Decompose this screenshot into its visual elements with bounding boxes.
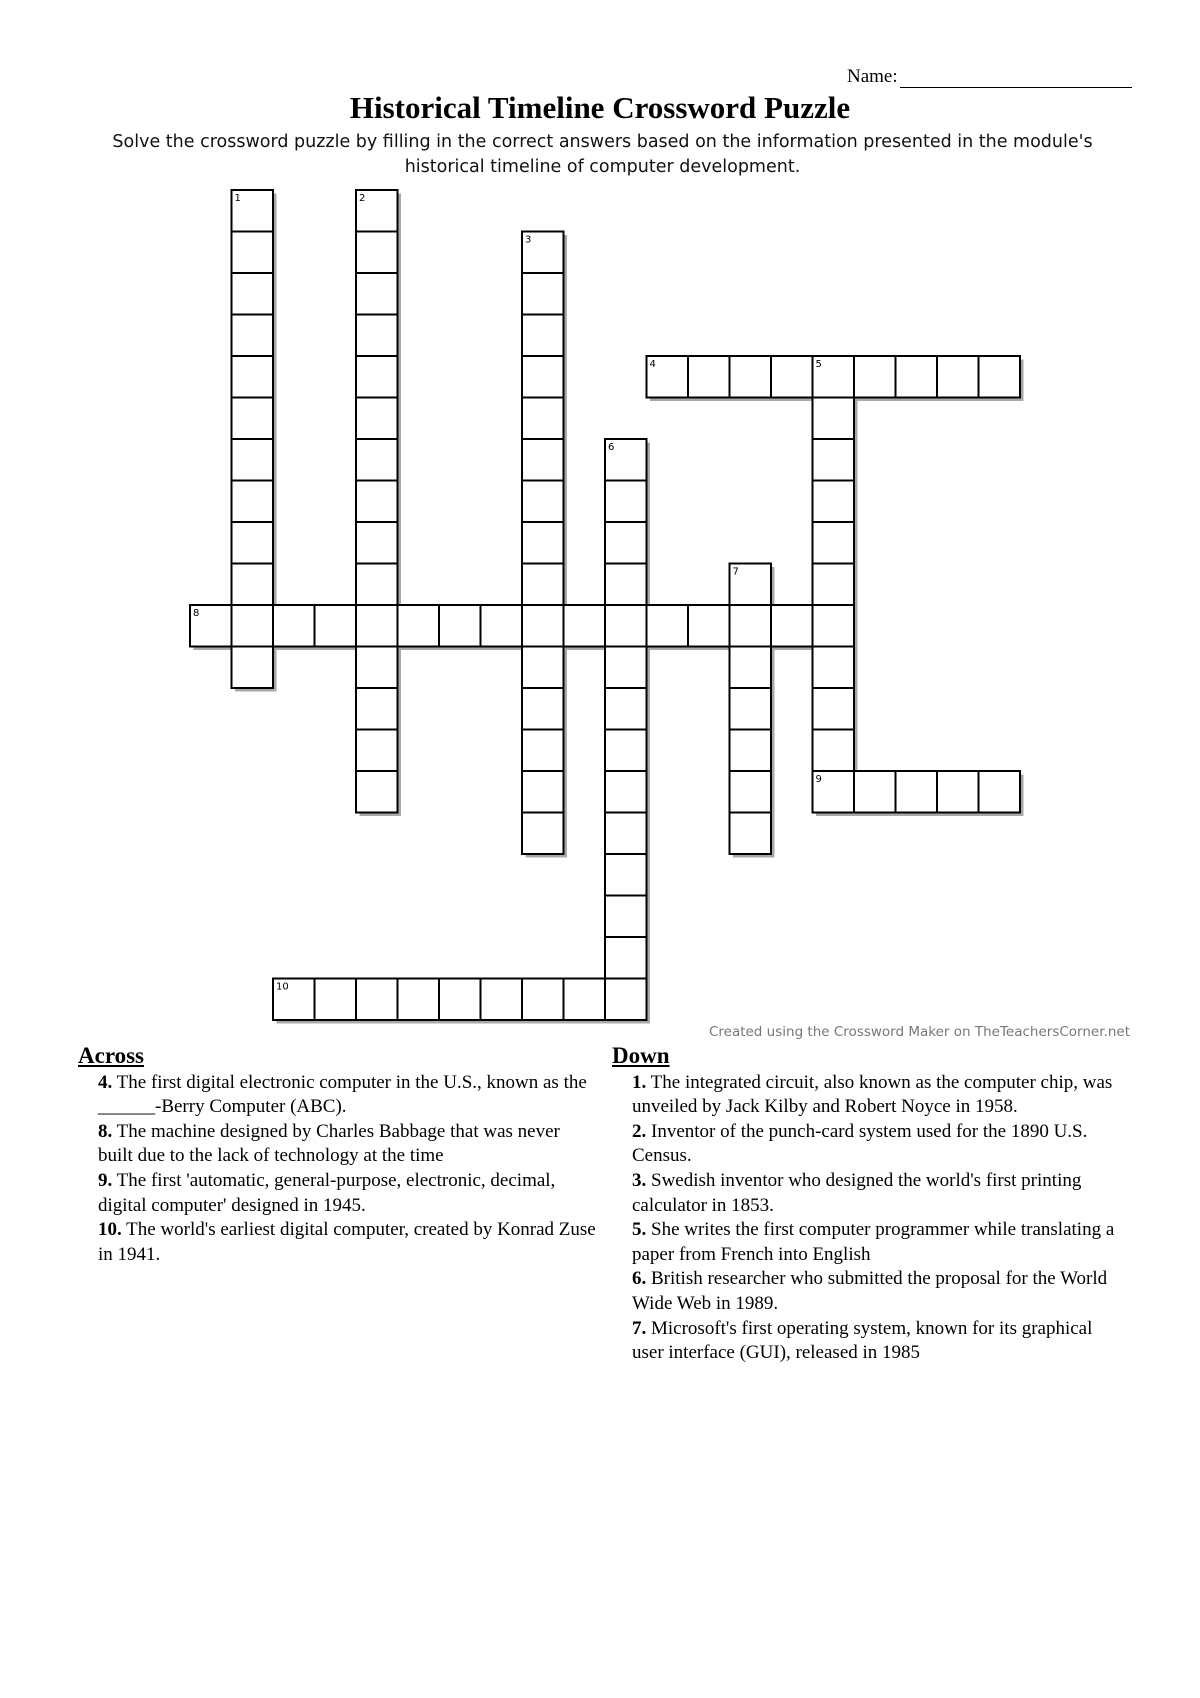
crossword-cell[interactable] <box>605 771 647 813</box>
cell-number: 9 <box>815 774 822 785</box>
crossword-cell[interactable] <box>730 356 772 398</box>
crossword-cell[interactable] <box>564 979 606 1021</box>
crossword-cell[interactable] <box>522 564 564 606</box>
crossword-cell[interactable] <box>813 398 855 440</box>
crossword-cell[interactable] <box>522 315 564 357</box>
crossword-cell[interactable] <box>232 315 274 357</box>
crossword-cell[interactable] <box>398 605 440 647</box>
clue-down-7 <box>612 1317 1122 1366</box>
crossword-cell[interactable] <box>813 439 855 481</box>
clue-number: 4. <box>98 1071 113 1093</box>
crossword-cell[interactable] <box>730 688 772 730</box>
crossword-cell[interactable] <box>356 522 398 564</box>
crossword-cell[interactable] <box>605 937 647 979</box>
crossword-cell[interactable] <box>730 730 772 772</box>
crossword-cell[interactable] <box>605 979 647 1021</box>
crossword-cell[interactable] <box>522 522 564 564</box>
crossword-cell[interactable] <box>232 439 274 481</box>
down-clues <box>612 1044 1122 1366</box>
crossword-cell[interactable] <box>813 481 855 523</box>
clue-text: The machine designed by Charles Babbage that was never built due to the lack of technology at the time <box>98 1120 560 1167</box>
instructions: Solve the crossword puzzle by filling in the correct answers based on the information presented in the module's historical timeline of computer development. <box>112 132 1093 177</box>
clue-number: 10. <box>98 1219 122 1241</box>
page-title: Historical Timeline Crossword Puzzle <box>349 90 851 125</box>
crossword-cell[interactable] <box>232 273 274 315</box>
clue-across-9 <box>78 1169 598 1218</box>
crossword-cell[interactable] <box>813 522 855 564</box>
clue-text: The first 'automatic, general-purpose, electronic, decimal, digital computer' designed in 1945. <box>98 1169 556 1216</box>
crossword-cell[interactable] <box>854 356 896 398</box>
crossword-cell[interactable] <box>605 481 647 523</box>
clue-number: 6. <box>632 1268 647 1290</box>
clue-text: The world's earliest digital computer, created by Konrad Zuse in 1941. <box>98 1219 596 1265</box>
clue-across-10 <box>78 1218 598 1267</box>
crossword-cell[interactable] <box>605 813 647 855</box>
crossword-cell[interactable] <box>232 605 274 647</box>
clue-number: 1. <box>632 1071 647 1093</box>
crossword-cell[interactable] <box>813 688 855 730</box>
crossword-cell[interactable] <box>481 605 523 647</box>
crossword-cell[interactable] <box>356 439 398 481</box>
clue-number: 9. <box>98 1169 113 1191</box>
crossword-cell[interactable] <box>605 605 647 647</box>
crossword-cell[interactable] <box>813 605 855 647</box>
crossword-cell[interactable] <box>605 688 647 730</box>
crossword-cell[interactable] <box>564 605 606 647</box>
crossword-cell[interactable] <box>937 356 979 398</box>
cell-number: 5 <box>815 359 822 370</box>
crossword-cell[interactable] <box>647 605 689 647</box>
clue-text: Inventor of the punch-card system used for the 1890 U.S. Census. <box>632 1120 1088 1167</box>
crossword-cell[interactable] <box>356 647 398 689</box>
crossword-cell[interactable] <box>730 771 772 813</box>
crossword-cell[interactable] <box>439 605 481 647</box>
cell-number: 7 <box>732 566 739 578</box>
crossword-cell[interactable] <box>522 273 564 315</box>
crossword-cell[interactable] <box>605 896 647 938</box>
cell-number: 10 <box>276 981 289 993</box>
crossword-cell[interactable] <box>522 979 564 1021</box>
clue-text: She writes the first computer programmer while translating a paper from French into English <box>632 1219 1115 1265</box>
crossword-cell[interactable] <box>522 730 564 772</box>
crossword-cell[interactable] <box>688 356 730 398</box>
clue-number: 5. <box>632 1219 647 1241</box>
clue-across-8 <box>78 1120 598 1169</box>
clue-text: Swedish inventor who designed the world's first printing calculator in 1853. <box>632 1169 1082 1216</box>
crossword-cell[interactable] <box>688 605 730 647</box>
crossword-cell[interactable] <box>356 730 398 772</box>
crossword-cell[interactable] <box>522 605 564 647</box>
cell-number: 4 <box>649 359 656 370</box>
crossword-cell[interactable] <box>232 398 274 440</box>
cell-number: 1 <box>234 193 241 204</box>
clue-number: 7. <box>632 1317 647 1339</box>
clue-down-3 <box>612 1169 1122 1218</box>
crossword-cell[interactable] <box>232 481 274 523</box>
crossword-cell[interactable] <box>356 979 398 1021</box>
crossword-cell[interactable] <box>979 771 1021 813</box>
credit-text: Created using the Crossword Maker on TheTeachersCorner.net <box>708 1024 1130 1040</box>
crossword-cell[interactable] <box>522 771 564 813</box>
crossword-cell[interactable] <box>356 605 398 647</box>
crossword-cell[interactable] <box>730 813 772 855</box>
cell-number: 6 <box>608 442 615 453</box>
crossword-cell[interactable] <box>356 356 398 398</box>
clue-number: 8. <box>98 1120 113 1142</box>
crossword-cell[interactable] <box>356 688 398 730</box>
crossword-cell[interactable] <box>356 273 398 315</box>
crossword-cell[interactable] <box>315 605 357 647</box>
crossword-cell[interactable] <box>854 771 896 813</box>
clue-text: The first digital electronic computer in the U.S., known as the ______-Berry Computer (ABC). <box>98 1071 587 1118</box>
crossword-cell[interactable] <box>730 605 772 647</box>
crossword-cell[interactable] <box>979 356 1021 398</box>
crossword-cell[interactable] <box>605 730 647 772</box>
crossword-cell[interactable] <box>605 854 647 896</box>
crossword-cell[interactable] <box>232 647 274 689</box>
crossword-cell[interactable] <box>605 522 647 564</box>
crossword-cell[interactable] <box>356 398 398 440</box>
crossword-cell[interactable] <box>356 481 398 523</box>
crossword-cell[interactable] <box>356 771 398 813</box>
cell-number: 2 <box>359 193 366 204</box>
crossword-cell[interactable] <box>522 481 564 523</box>
across-heading: Across <box>78 1043 145 1068</box>
crossword-cell[interactable] <box>813 647 855 689</box>
crossword-cell[interactable] <box>315 979 357 1021</box>
crossword-cell[interactable] <box>232 356 274 398</box>
crossword-cell[interactable] <box>522 813 564 855</box>
crossword-cell[interactable] <box>398 979 440 1021</box>
crossword-cell[interactable] <box>896 356 938 398</box>
clue-number: 2. <box>632 1120 647 1142</box>
crossword-cell[interactable] <box>522 647 564 689</box>
crossword-cell[interactable] <box>481 979 523 1021</box>
crossword-cell[interactable] <box>522 439 564 481</box>
crossword-cell[interactable] <box>356 232 398 274</box>
across-clues <box>78 1044 598 1267</box>
crossword-cell[interactable] <box>232 232 274 274</box>
crossword-cell[interactable] <box>232 564 274 606</box>
crossword-cell[interactable] <box>356 315 398 357</box>
cell-number: 8 <box>193 608 200 619</box>
crossword-cell[interactable] <box>522 688 564 730</box>
crossword-cell[interactable] <box>730 647 772 689</box>
clue-down-6 <box>612 1267 1122 1316</box>
clue-down-2 <box>612 1120 1122 1169</box>
crossword-cell[interactable] <box>937 771 979 813</box>
crossword-cell[interactable] <box>771 356 813 398</box>
clue-across-4 <box>78 1071 598 1120</box>
clue-text: The integrated circuit, also known as the computer chip, was unveiled by Jack Kilby and Robert Noyce in 1958. <box>632 1071 1113 1118</box>
clue-number: 3. <box>632 1169 647 1191</box>
name-label: Name: <box>847 66 898 87</box>
clue-down-5 <box>612 1218 1122 1267</box>
crossword-cell[interactable] <box>522 398 564 440</box>
crossword-cell[interactable] <box>771 605 813 647</box>
crossword-cell[interactable] <box>813 730 855 772</box>
crossword-cell[interactable] <box>605 564 647 606</box>
crossword-cell[interactable] <box>813 564 855 606</box>
clue-text: Microsoft's first operating system, known for its graphical user interface (GUI), released in 1985 <box>632 1317 1093 1364</box>
crossword-cell[interactable] <box>896 771 938 813</box>
down-heading: Down <box>612 1043 670 1068</box>
clue-text: British researcher who submitted the proposal for the World Wide Web in 1989. <box>632 1268 1108 1314</box>
cell-number: 3 <box>525 234 532 246</box>
clue-down-1 <box>612 1071 1122 1120</box>
crossword-cell[interactable] <box>232 522 274 564</box>
crossword-cell[interactable] <box>522 356 564 398</box>
crossword-cell[interactable] <box>605 647 647 689</box>
crossword-cell[interactable] <box>356 564 398 606</box>
crossword-cell[interactable] <box>273 605 315 647</box>
crossword-cell[interactable] <box>439 979 481 1021</box>
